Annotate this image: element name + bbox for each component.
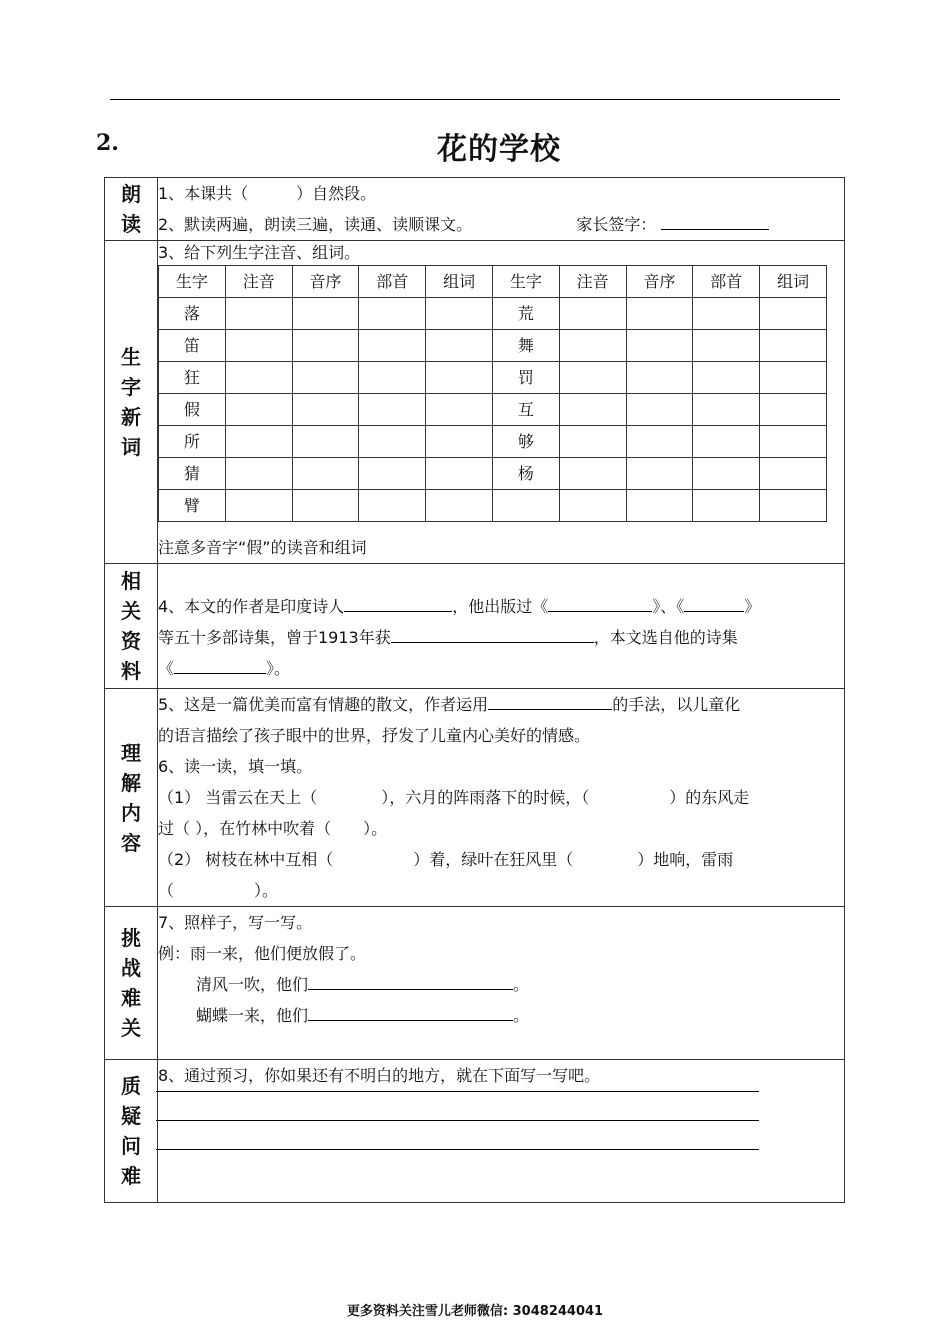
character-table bbox=[158, 265, 827, 522]
question-2: 2、默读两遍，朗读三遍，读通、读顺课文。 bbox=[158, 215, 473, 234]
technique-field[interactable] bbox=[488, 691, 612, 710]
question-8: 8、通过预习，你如果还有不明白的地方，就在下面写一写吧。 bbox=[158, 1066, 601, 1085]
answer-cell[interactable] bbox=[359, 330, 426, 362]
question-4-line-3 bbox=[158, 653, 844, 684]
reading-section bbox=[105, 178, 845, 241]
character-cell: 舞 bbox=[492, 330, 559, 362]
answer-cell[interactable] bbox=[225, 458, 292, 490]
exercise-1 bbox=[158, 969, 844, 1000]
character-cell: 狂 bbox=[159, 362, 226, 394]
q4-text: 》。 bbox=[266, 659, 291, 678]
answer-cell[interactable] bbox=[760, 362, 827, 394]
answer-cell[interactable] bbox=[559, 330, 626, 362]
answer-cell[interactable] bbox=[426, 426, 493, 458]
answer-cell[interactable] bbox=[426, 394, 493, 426]
questions-section bbox=[105, 1060, 845, 1203]
answer-cell[interactable] bbox=[760, 394, 827, 426]
answer-cell[interactable] bbox=[225, 490, 292, 522]
answer-cell[interactable] bbox=[693, 298, 760, 330]
q4-text: ，本文选自他的诗集 bbox=[593, 628, 738, 647]
character-cell: 落 bbox=[159, 298, 226, 330]
poetry-book-2-field[interactable] bbox=[684, 593, 744, 612]
character-cell: 互 bbox=[492, 394, 559, 426]
question-6-1-line-1: （1） 当雷云在天上（ ），六月的阵雨落下的时候，（ ）的东风走 bbox=[158, 788, 750, 807]
answer-cell[interactable] bbox=[760, 458, 827, 490]
answer-cell[interactable] bbox=[426, 330, 493, 362]
q4-text: 等五十多部诗集，曾于1913年获 bbox=[158, 628, 391, 647]
character-cell: 荒 bbox=[492, 298, 559, 330]
answer-cell[interactable] bbox=[292, 490, 359, 522]
col-header: 部首 bbox=[359, 266, 426, 298]
character-row bbox=[159, 362, 827, 394]
character-row bbox=[159, 458, 827, 490]
answer-cell[interactable] bbox=[626, 298, 693, 330]
answer-cell[interactable] bbox=[225, 298, 292, 330]
lesson-number: 2. bbox=[96, 130, 119, 156]
character-table-header bbox=[159, 266, 827, 298]
background-section bbox=[105, 564, 845, 689]
q4-text: 《 bbox=[158, 659, 175, 678]
col-header: 注音 bbox=[225, 266, 292, 298]
question-7: 7、照样子，写一写。 bbox=[158, 913, 313, 932]
answer-cell[interactable] bbox=[693, 490, 760, 522]
exercise-2-prompt: 蝴蝶一来，他们 bbox=[196, 1006, 309, 1025]
answer-cell[interactable] bbox=[760, 298, 827, 330]
answer-cell[interactable] bbox=[292, 330, 359, 362]
answer-cell[interactable] bbox=[292, 426, 359, 458]
character-cell: 所 bbox=[159, 426, 226, 458]
character-cell: 杨 bbox=[492, 458, 559, 490]
answer-cell[interactable] bbox=[225, 330, 292, 362]
answer-cell[interactable] bbox=[559, 490, 626, 522]
col-header: 生字 bbox=[159, 266, 226, 298]
answer-cell[interactable] bbox=[359, 458, 426, 490]
section-label-background: 相关资料 bbox=[105, 564, 158, 689]
challenge-content bbox=[158, 907, 845, 1060]
section-label-vocab: 生字新词 bbox=[105, 241, 158, 564]
col-header: 组词 bbox=[426, 266, 493, 298]
answer-cell[interactable] bbox=[359, 394, 426, 426]
answer-cell[interactable] bbox=[626, 426, 693, 458]
character-row bbox=[159, 490, 827, 522]
answer-cell[interactable] bbox=[559, 426, 626, 458]
award-field[interactable] bbox=[391, 624, 594, 643]
section-label-understanding: 理解内容 bbox=[105, 689, 158, 907]
answer-cell[interactable] bbox=[626, 490, 693, 522]
understanding-section bbox=[105, 689, 845, 907]
col-header: 音序 bbox=[626, 266, 693, 298]
character-cell: 假 bbox=[159, 394, 226, 426]
col-header: 注音 bbox=[559, 266, 626, 298]
reading-content bbox=[158, 178, 845, 241]
background-content bbox=[158, 564, 845, 689]
worksheet-table bbox=[104, 177, 845, 1203]
answer-cell[interactable] bbox=[760, 330, 827, 362]
answer-cell[interactable] bbox=[693, 362, 760, 394]
answer-cell[interactable] bbox=[626, 362, 693, 394]
page-title: 花的学校 bbox=[437, 132, 561, 167]
answer-cell[interactable] bbox=[292, 394, 359, 426]
question-1: 1、本课共（ ）自然段。 bbox=[158, 184, 377, 203]
answer-cell[interactable] bbox=[626, 330, 693, 362]
challenge-section bbox=[105, 907, 845, 1060]
answer-cell[interactable] bbox=[292, 362, 359, 394]
answer-cell[interactable] bbox=[225, 362, 292, 394]
character-cell: 够 bbox=[492, 426, 559, 458]
character-row bbox=[159, 298, 827, 330]
q5-text: 的手法，以儿童化 bbox=[612, 695, 741, 714]
answer-cell[interactable] bbox=[760, 426, 827, 458]
exercise-2 bbox=[158, 1000, 844, 1031]
answer-cell[interactable] bbox=[693, 458, 760, 490]
character-row bbox=[159, 330, 827, 362]
exercise-1-field[interactable] bbox=[308, 971, 513, 990]
answer-cell[interactable] bbox=[292, 298, 359, 330]
period: 。 bbox=[513, 1006, 530, 1025]
parent-signature-label: 家长签字： bbox=[576, 215, 657, 234]
answer-cell[interactable] bbox=[559, 362, 626, 394]
answer-cell[interactable] bbox=[426, 490, 493, 522]
writing-line-2[interactable] bbox=[156, 1092, 759, 1121]
character-row bbox=[159, 394, 827, 426]
answer-cell[interactable] bbox=[693, 330, 760, 362]
exercise-1-prompt: 清风一吹，他们 bbox=[196, 975, 309, 994]
answer-cell[interactable] bbox=[760, 490, 827, 522]
character-cell: 罚 bbox=[492, 362, 559, 394]
answer-cell[interactable] bbox=[359, 298, 426, 330]
question-6-2-line-1: （2） 树枝在林中互相（ ）着，绿叶在狂风里（ ）地响，雷雨 bbox=[158, 850, 734, 869]
answer-cell[interactable] bbox=[693, 394, 760, 426]
character-row bbox=[159, 426, 827, 458]
answer-cell[interactable] bbox=[292, 458, 359, 490]
writing-line-3[interactable] bbox=[156, 1121, 759, 1150]
answer-cell[interactable] bbox=[359, 362, 426, 394]
q4-text: ，他出版过《 bbox=[452, 597, 549, 616]
questions-content bbox=[158, 1060, 845, 1203]
poet-name-field[interactable] bbox=[344, 593, 452, 612]
answer-cell[interactable] bbox=[359, 426, 426, 458]
question-3: 3、给下列生字注音、组词。 bbox=[158, 243, 361, 262]
understanding-content bbox=[158, 689, 845, 907]
col-header: 组词 bbox=[760, 266, 827, 298]
answer-cell[interactable] bbox=[492, 490, 559, 522]
top-rule bbox=[110, 99, 840, 100]
section-label-questions: 质疑问难 bbox=[105, 1060, 158, 1203]
answer-cell[interactable] bbox=[359, 490, 426, 522]
question-6: 6、读一读，填一填。 bbox=[158, 757, 313, 776]
answer-cell[interactable] bbox=[559, 458, 626, 490]
parent-signature-field[interactable] bbox=[661, 211, 769, 230]
answer-cell[interactable] bbox=[559, 394, 626, 426]
collection-name-field[interactable] bbox=[174, 655, 266, 674]
vocab-section bbox=[105, 241, 845, 564]
section-label-challenge: 挑战难关 bbox=[105, 907, 158, 1060]
answer-cell[interactable] bbox=[626, 458, 693, 490]
polyphone-note: 注意多音字“假”的读音和组词 bbox=[158, 538, 367, 557]
col-header: 音序 bbox=[292, 266, 359, 298]
answer-cell[interactable] bbox=[426, 298, 493, 330]
answer-cell[interactable] bbox=[225, 426, 292, 458]
q5-text: 5、这是一篇优美而富有情趣的散文，作者运用 bbox=[158, 695, 489, 714]
q4-text: 》 bbox=[744, 597, 761, 616]
answer-cell[interactable] bbox=[426, 362, 493, 394]
answer-cell[interactable] bbox=[626, 394, 693, 426]
section-label-reading: 朗读 bbox=[105, 178, 158, 241]
q4-text: 》、《 bbox=[652, 597, 685, 616]
col-header: 生字 bbox=[492, 266, 559, 298]
question-6-2-line-2: （ ）。 bbox=[158, 881, 279, 900]
exercise-2-field[interactable] bbox=[308, 1002, 513, 1021]
period: 。 bbox=[513, 975, 530, 994]
answer-cell[interactable] bbox=[225, 394, 292, 426]
example-sentence: 例：雨一来，他们便放假了。 bbox=[158, 944, 367, 963]
question-4-line-2 bbox=[158, 622, 844, 653]
character-cell: 猜 bbox=[159, 458, 226, 490]
answer-cell[interactable] bbox=[426, 458, 493, 490]
answer-cell[interactable] bbox=[693, 426, 760, 458]
vocab-content bbox=[158, 241, 845, 564]
poetry-book-1-field[interactable] bbox=[548, 593, 652, 612]
question-4-line-1 bbox=[158, 591, 844, 622]
character-cell: 笛 bbox=[159, 330, 226, 362]
footer-note: 更多资料关注雪儿老师微信: 3048244041 bbox=[346, 1304, 604, 1319]
answer-cell[interactable] bbox=[559, 298, 626, 330]
q4-text: 4、本文的作者是印度诗人 bbox=[158, 597, 345, 616]
col-header: 部首 bbox=[693, 266, 760, 298]
character-cell: 臂 bbox=[159, 490, 226, 522]
question-5-line-2: 的语言描绘了孩子眼中的世界，抒发了儿童内心美好的情感。 bbox=[158, 726, 591, 745]
question-2-row bbox=[158, 209, 844, 240]
question-6-1-line-2: 过（ ），在竹林中吹着（ ）。 bbox=[158, 819, 388, 838]
question-5-line-1 bbox=[158, 689, 844, 720]
